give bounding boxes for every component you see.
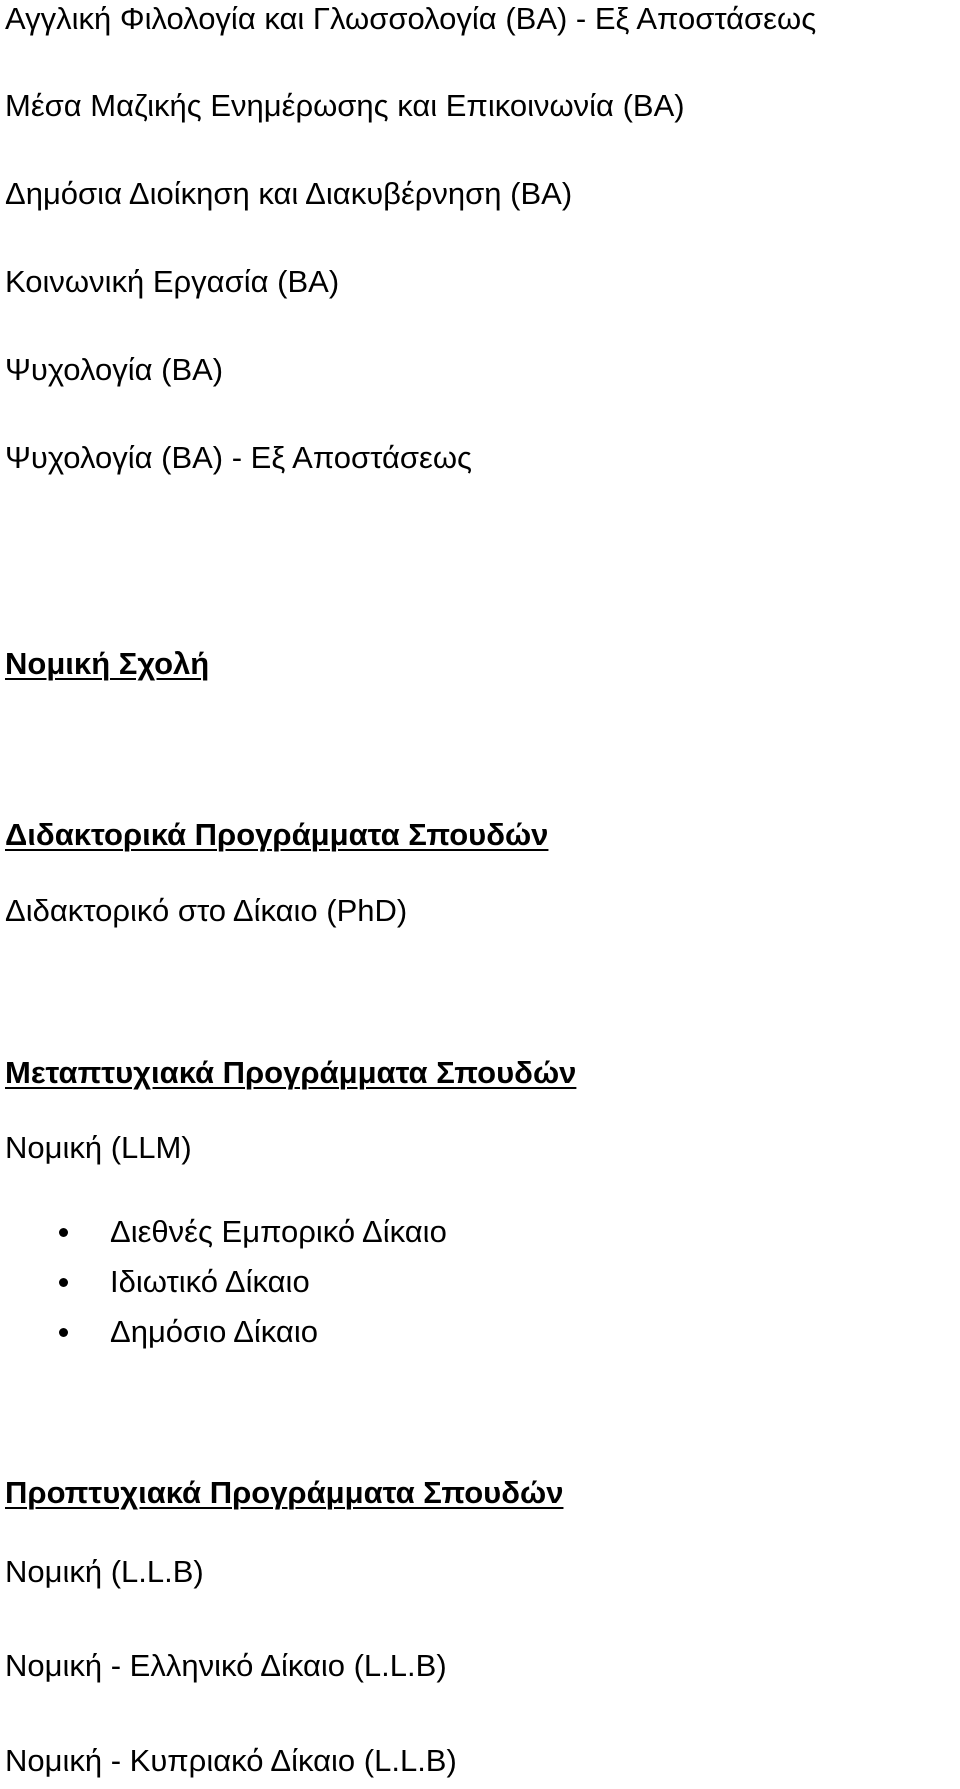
undergraduate-heading: Προπτυχιακά Προγράμματα Σπουδών <box>5 1475 564 1510</box>
program-item: Ψυχολογία (BA) <box>5 352 224 387</box>
specialization-label: Δημόσιο Δίκαιο <box>110 1314 318 1349</box>
bullet-icon <box>59 1228 68 1237</box>
program-item: Δημόσια Διοίκηση και Διακυβέρνηση (BA) <box>5 176 573 211</box>
program-item: Αγγλική Φιλολογία και Γλωσσολογία (BA) - Εξ Αποστάσεως <box>5 1 817 36</box>
program-item: Κοινωνική Εργασία (BA) <box>5 264 340 299</box>
program-item: Ψυχολογία (BA) - Εξ Αποστάσεως <box>5 440 472 475</box>
specialization-label: Ιδιωτικό Δίκαιο <box>110 1264 310 1299</box>
doctoral-heading: Διδακτορικά Προγράμματα Σπουδών <box>5 817 549 852</box>
undergraduate-program: Νομική (L.L.B) <box>5 1554 204 1589</box>
postgraduate-program: Νομική (LLM) <box>5 1130 192 1165</box>
undergraduate-program: Νομική - Ελληνικό Δίκαιο (L.L.B) <box>5 1648 447 1683</box>
school-title: Νομική Σχολή <box>5 646 210 681</box>
undergraduate-program: Νομική - Κυπριακό Δίκαιο (L.L.B) <box>5 1743 457 1778</box>
bullet-icon <box>59 1328 68 1337</box>
postgraduate-heading: Μεταπτυχιακά Προγράμματα Σπουδών <box>5 1055 577 1090</box>
program-item: Μέσα Μαζικής Ενημέρωσης και Επικοινωνία (BA) <box>5 88 685 123</box>
bullet-icon <box>59 1278 68 1287</box>
doctoral-program: Διδακτορικό στο Δίκαιο (PhD) <box>5 893 408 928</box>
specialization-label: Διεθνές Εμπορικό Δίκαιο <box>110 1214 447 1249</box>
